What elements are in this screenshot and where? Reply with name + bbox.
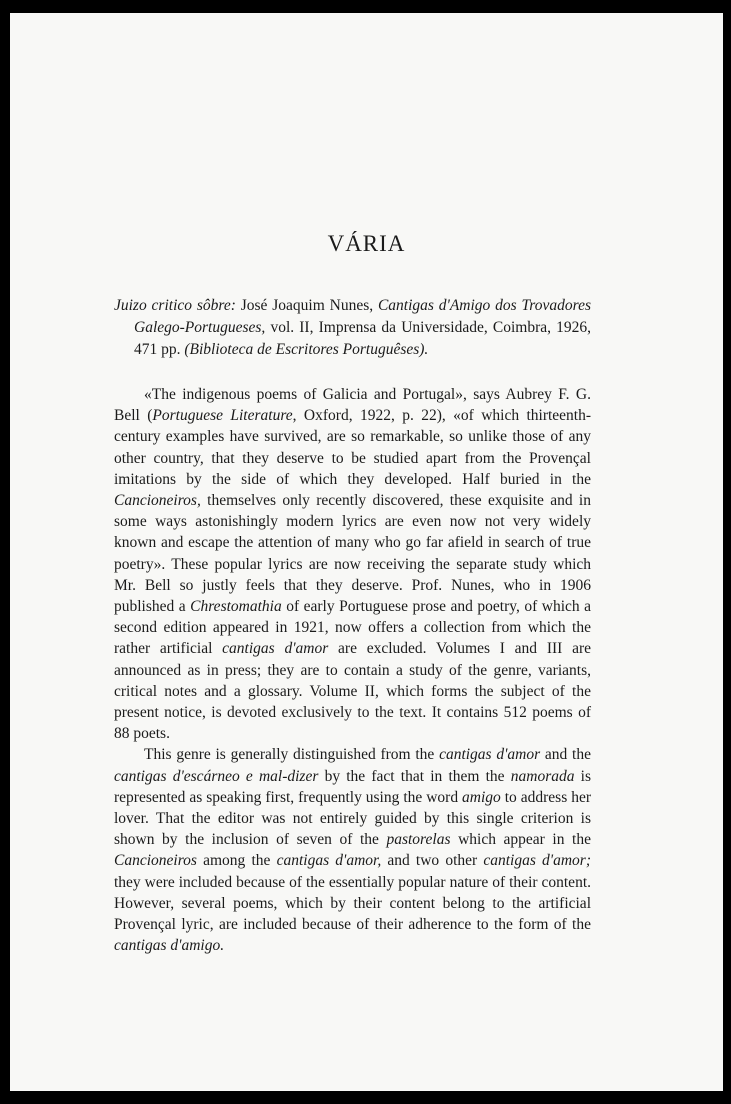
citation-part: (Biblioteca de Escritores Portuguêses). [184, 341, 429, 358]
text-run: of early Portuguese prose and poetry, of which a second edition appeared in 1921, now offers a collection from which the rather artificial [114, 598, 592, 658]
text-run: cantigas d'amor, [276, 852, 382, 870]
text-run: pastorelas [386, 831, 451, 849]
text-run: Cancioneiros [114, 852, 197, 870]
text-run: themselves only recently discovered, these exquisite and in some ways astonishingly modern lyrics are even now not very widely known and escape the attention of many who go far afield in search of true poetry». These popular lyrics are now receiving the separate study which Mr. Bell so justly feels that they deserve. Prof. Nunes, who in 1906 published a [114, 492, 591, 616]
text-run: cantigas d'escárneo e mal-dizer [114, 767, 319, 785]
text-run: Portuguese Literature [152, 407, 293, 425]
paragraph-2 [114, 744, 591, 956]
text-run: to address her lover. That the editor was not entirely guided by this single criterion is shown by the inclusion of seven of the [114, 788, 591, 849]
text-run: namorada [510, 767, 575, 785]
text-run: Cancioneiros, [114, 492, 201, 510]
text-run: This genre is generally distinguished from the [144, 746, 440, 764]
citation [114, 295, 591, 361]
citation-part: José Joaquim Nunes, [235, 297, 378, 314]
text-run: , Oxford, 1922, p. 22), «of which thirteenth-century examples have survived, are so remarkable, so unlike those of any other country, that they deserve to be studied apart from the Provençal imitations by the side of which they developed. Half buried in the [114, 407, 592, 488]
text-run: amigo [462, 788, 501, 806]
text-run: is represented as speaking first, frequently using the word [114, 767, 592, 806]
text-run: which appear in the [450, 831, 591, 849]
page [10, 13, 723, 1091]
text-run: by the fact that in them the [318, 767, 511, 785]
text-run: and the [540, 746, 591, 764]
citation-part: Juizo critico sôbre: [114, 297, 236, 314]
section-heading: VÁRIA [327, 231, 406, 256]
paragraph-1 [114, 384, 591, 744]
text-run: cantigas d'amigo. [114, 937, 225, 955]
text-run: Chrestomathia [190, 598, 282, 616]
text-run: «The indigenous poems of Galicia and Portugal», says Aubrey F. G. Bell ( [114, 386, 591, 425]
text-run: cantigas d'amor; [483, 852, 591, 870]
text-run: and two other [381, 852, 484, 870]
text-run: they were included because of the essentially popular nature of their content. However, several poems, which by their content belong to the artificial Provençal lyric, are included because of their adherence to the form of the [114, 873, 591, 934]
body-text [114, 384, 591, 956]
citation-part: vol. II, Imprensa da Universidade, Coimbra, 1926, 471 pp. [134, 319, 591, 358]
citation-part: Cantigas d'Amigo dos Trovadores Galego-Portugueses, [134, 297, 591, 336]
text-run: are excluded. Volumes I and III are announced as in press; they are to contain a study of the genre, variants, critical notes and a glossary. Volume II, which forms the subject of the present notice, is devoted exclusively to the text. It contains 512 poems of 88 poets. [114, 640, 591, 743]
text-run: among the [196, 852, 277, 870]
citation-first [114, 297, 236, 314]
text-run: cantigas d'amor [222, 640, 329, 658]
text-run: cantigas d'amor [439, 746, 541, 764]
